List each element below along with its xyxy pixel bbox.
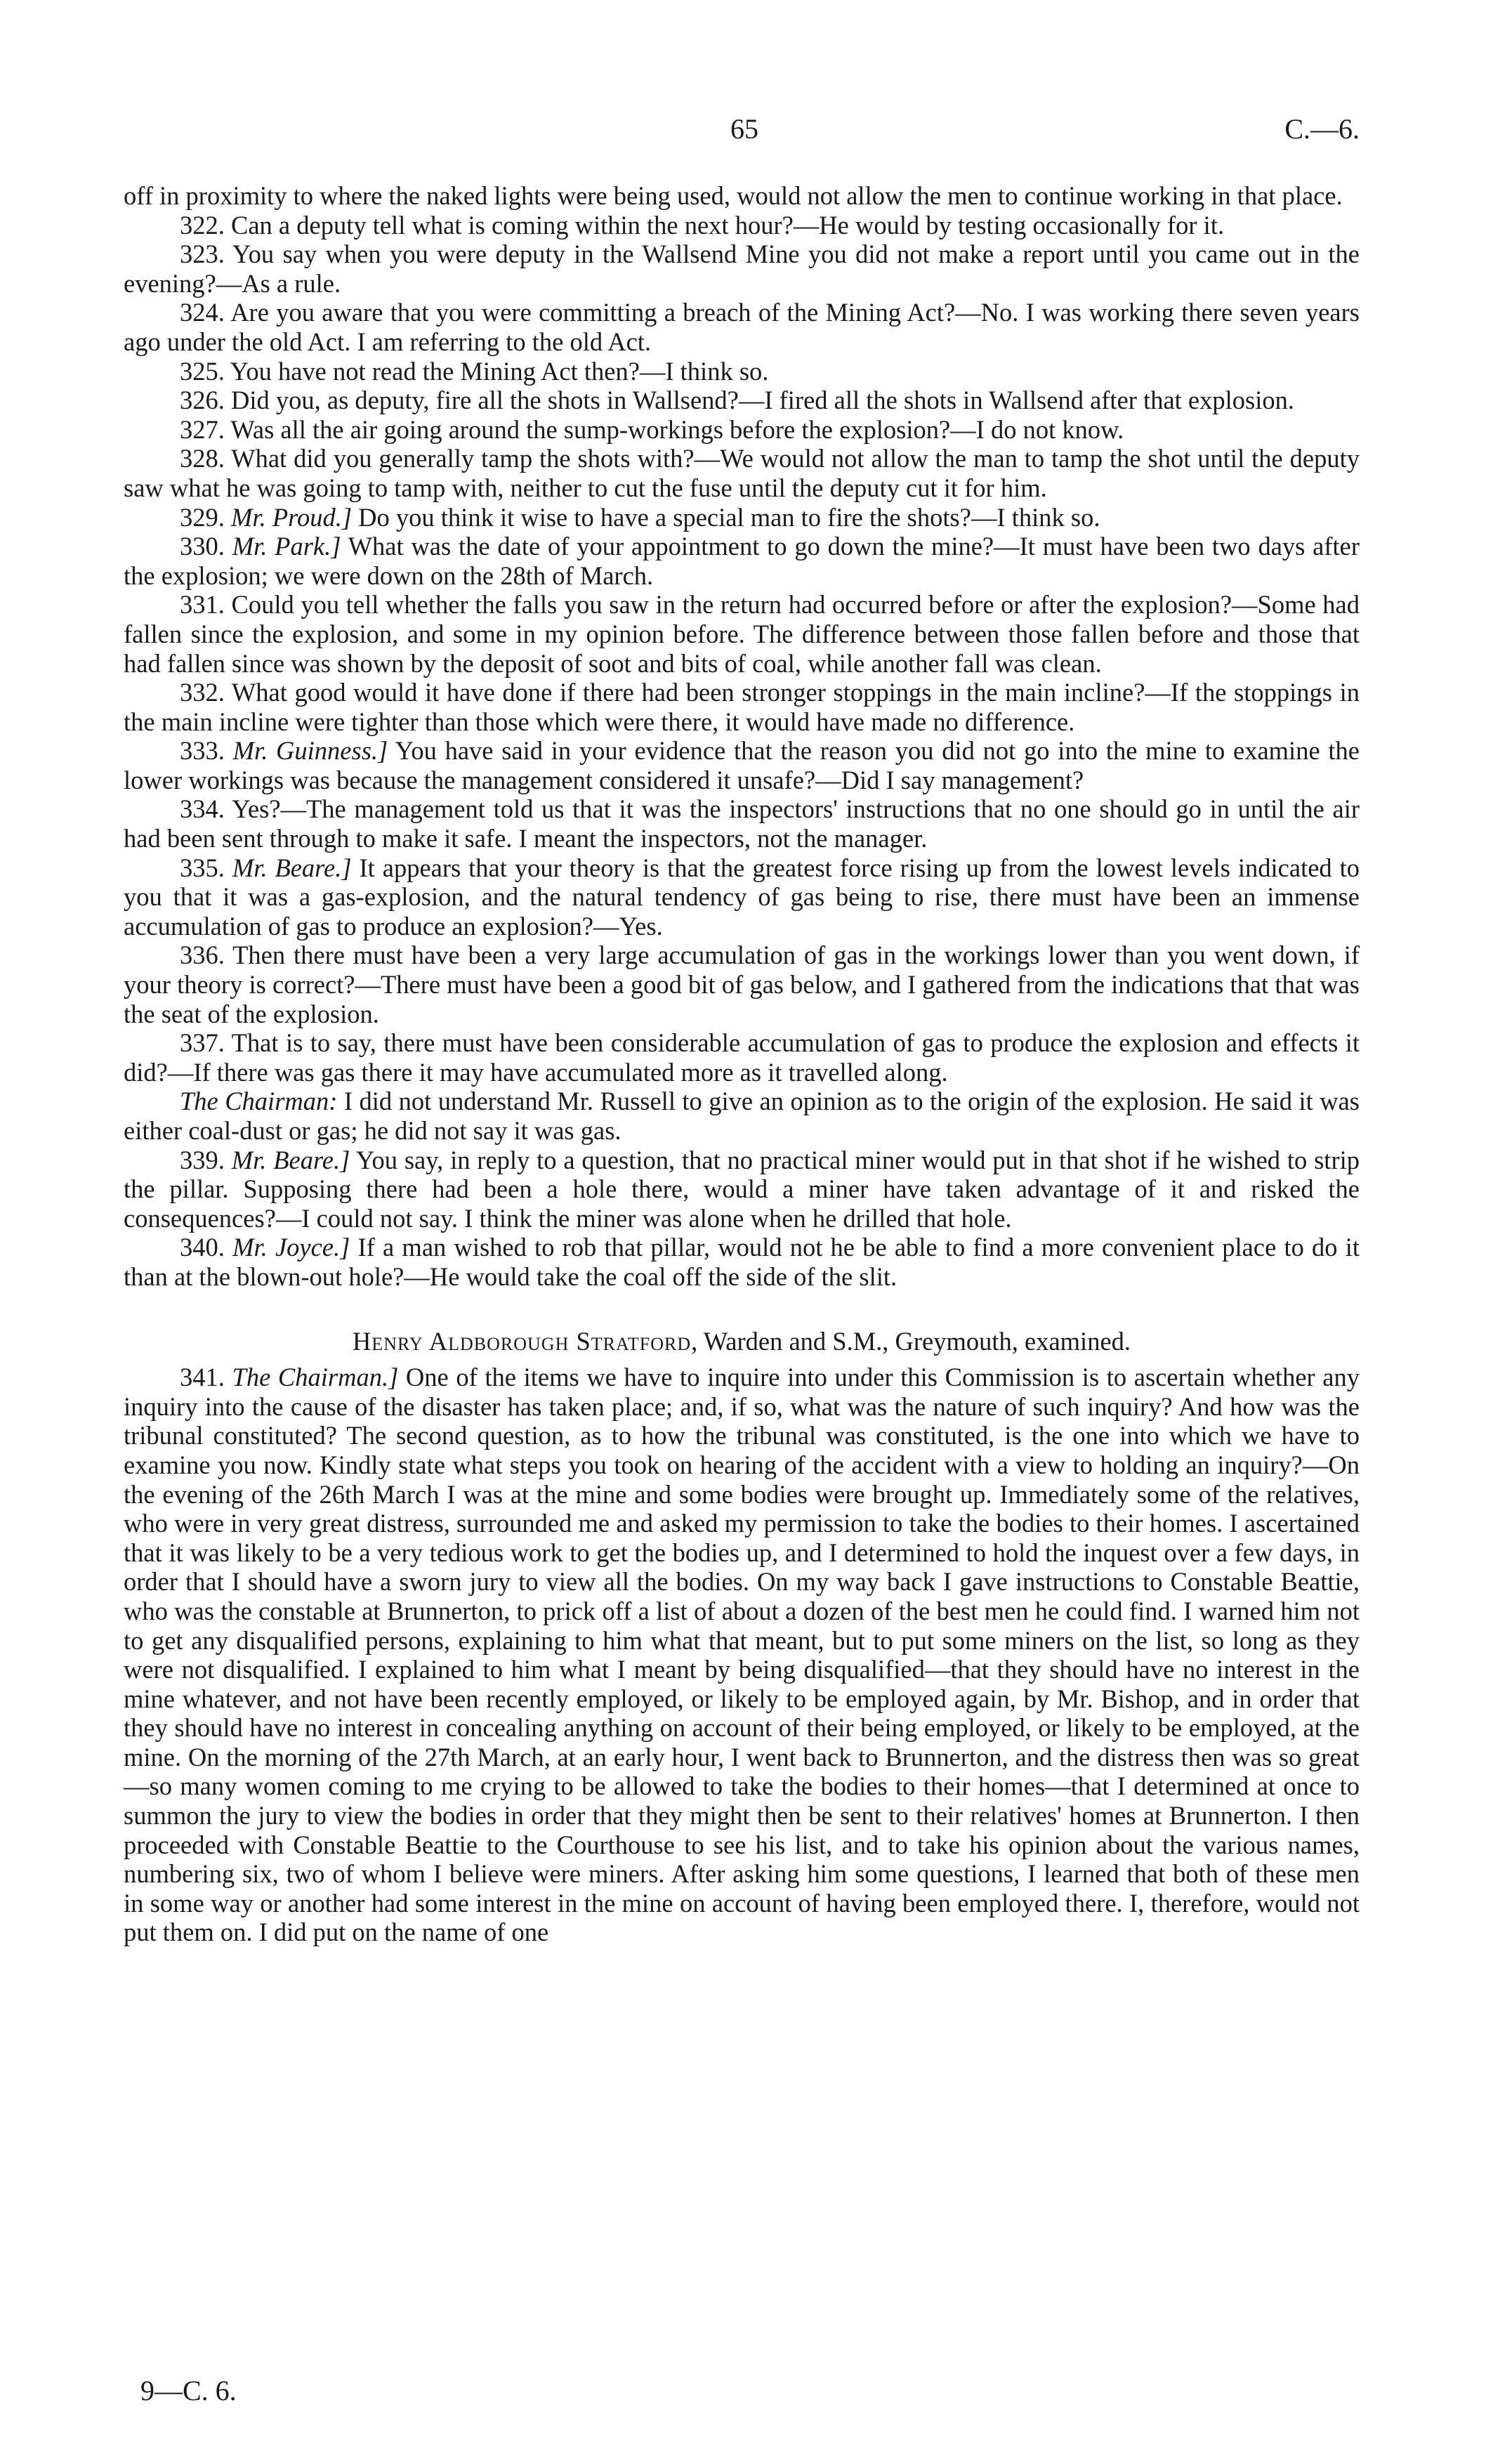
question-number: 333.: [180, 736, 225, 766]
paragraph-text: What good would it have done if there had been stronger stoppings in the main incline?—If the stoppings in the main incline were tighter than those which were there, it would have made no difference.: [124, 678, 1360, 736]
question-number: 325.: [180, 356, 225, 386]
paragraph-text: I did not understand Mr. Russell to give an opinion as to the origin of the explosion. He said it was either coal-dust or gas; he did not say it was gas.: [124, 1087, 1360, 1145]
qa-paragraph: [124, 590, 1360, 678]
question-number: 334.: [180, 794, 225, 824]
paragraph-text: What did you generally tamp the shots with?—We would not allow the man to tamp the shot until the deputy saw what he was going to tamp with, neither to cut the fuse until the deputy cut it for him.: [124, 444, 1360, 502]
paragraph-text: Can a deputy tell what is coming within the next hour?—He would by testing occasionally for it.: [231, 210, 1225, 240]
body-text: [124, 181, 1360, 1947]
question-number: 332.: [180, 678, 225, 707]
series-reference: C.—6.: [1284, 113, 1360, 145]
qa-paragraph: [124, 794, 1360, 853]
question-number: 331.: [180, 590, 225, 620]
paragraph-text: Are you aware that you were committing a breach of the Mining Act?—No. I was working there seven years ago under the old Act. I am referring to the old Act.: [124, 298, 1360, 356]
qa-paragraph: [124, 1087, 1360, 1145]
speaker-label: The Chairman.]: [232, 1363, 399, 1392]
qa-paragraph: [124, 298, 1360, 356]
witness-details: , Warden and S.M., Greymouth, examined.: [691, 1326, 1131, 1356]
speaker-label: Mr. Beare.]: [232, 853, 352, 882]
question-number: 326.: [180, 386, 225, 415]
qa-paragraph: [124, 941, 1360, 1028]
question-number: 336.: [180, 941, 225, 970]
speaker-label: Mr. Proud.]: [231, 502, 353, 532]
speaker-label: Mr. Guinness.]: [232, 736, 388, 766]
qa-list: [124, 181, 1360, 1292]
question-number: 337.: [180, 1028, 225, 1058]
question-number: 327.: [180, 414, 225, 444]
paragraph-text: Did you, as deputy, fire all the shots in Wallsend?—I fired all the shots in Wallsend after that explosion.: [231, 386, 1294, 415]
qa-paragraph: [124, 503, 1360, 532]
question-number: 329.: [180, 502, 225, 532]
qa-paragraph: [124, 853, 1360, 941]
paragraph-text: Then there must have been a very large accumulation of gas in the workings lower than you went down, if your theory is correct?—There must have been a good bit of gas below, and I gathered from the indications that that was the seat of the explosion.: [124, 941, 1360, 1028]
question-number: 340.: [180, 1233, 225, 1262]
qa-paragraph: [124, 444, 1360, 502]
qa-paragraph: [124, 357, 1360, 386]
speaker-label: Mr. Joyce.]: [232, 1233, 350, 1262]
qa-paragraph: [124, 1233, 1360, 1291]
question-number: 324.: [180, 298, 225, 327]
speaker-label: Mr. Beare.]: [231, 1145, 350, 1174]
question-number: 328.: [180, 444, 225, 473]
paragraph-text: You have not read the Mining Act then?—I think so.: [230, 356, 769, 386]
speaker-label: Mr. Park.]: [232, 532, 341, 561]
paragraph-text: Do you think it wise to have a special man to fire the shots?—I think so.: [358, 502, 1100, 532]
qa-paragraph: [124, 240, 1360, 298]
qa-paragraph: [124, 736, 1360, 794]
qa-paragraph: [124, 181, 1360, 211]
speaker-label: The Chairman:: [180, 1087, 338, 1116]
paragraph-text: You say when you were deputy in the Wallsend Mine you did not make a report until you came out in the evening?—As a rule.: [124, 240, 1360, 298]
question-number: 330.: [180, 532, 225, 561]
qa-paragraph: [124, 678, 1360, 736]
question-number: 322.: [180, 210, 225, 240]
paragraph-text: If a man wished to rob that pillar, would not he be able to find a more convenient place to do it than at the blown-out hole?—He would take the coal off the side of the slit.: [124, 1233, 1360, 1291]
qa-paragraph: [124, 532, 1360, 590]
paragraph-text: One of the items we have to inquire into under this Commission is to ascertain whether any inquiry into the cause of the disaster has taken place; and, if so, what was the nature of such inquiry? And how was the tribunal constituted? The second question, as to how the tribunal was constituted, is the one into which we have to examine you now. Kindly state what steps you took on hearing of the accident with a view to holding an inquiry?—On the evening of the 26th March I was at the mine and some bodies were brought up. Immediately some of the relatives, who were in very great distress, surrounded me and asked my permission to take the bodies to their homes. I ascertained that it was likely to be a very tedious work to get the bodies up, and I determined to hold the inquest over a few days, in order that I should have a sworn jury to view all the bodies. On my way back I gave instructions to Constable Beattie, who was the constable at Brunnerton, to prick off a list of about a dozen of the best men he could find. I warned him not to get any disqualified persons, explaining to him what that meant, but to put some miners on the list, so long as they were not disqualified. I explained to him what I meant by being disqualified—that they should have no interest in the mine whatever, and not have been recently employed, or likely to be employed again, by Mr. Bishop, and in order that they should have no interest in concealing anything on account of their being employed, or likely to be employed, at the mine. On the morning of the 27th March, at an early hour, I went back to Brunnerton, and the distress then was so great—so many women coming to me crying to be allowed to take the bodies to their homes—that I determined at once to summon the jury to view the bodies in order that they might then be sent to their relatives' homes at Brunnerton. I then proceeded with Constable Beattie to the Courthouse to see his list, and to take his opinion about the various names, numbering six, two of whom I believe were miners. After asking him some questions, I learned that both of these men in some way or another had some interest in the mine on account of having been employed there. I, therefore, would not put them on. I did put on the name of one: [124, 1363, 1360, 1947]
signature-mark: 9—C. 6.: [140, 2375, 237, 2406]
witness-heading: [124, 1327, 1360, 1356]
paragraph-text: Was all the air going around the sump-workings before the explosion?—I do not know.: [230, 414, 1124, 444]
paragraph-text: You say, in reply to a question, that no practical miner would put in that shot if he wished to strip the pillar. Supposing there had been a hole there, would a miner have taken advantage of it and risked the consequences?—I could not say. I think the miner was alone when he drilled that hole.: [124, 1145, 1360, 1233]
question-number: 341.: [180, 1363, 225, 1392]
witness-name: Henry Aldborough Stratford: [352, 1326, 692, 1356]
paragraph-text: That is to say, there must have been considerable accumulation of gas to produce the explosion and effects it did?—If there was gas there it may have accumulated more as it travelled along.: [124, 1028, 1360, 1087]
paragraph-text: What was the date of your appointment to go down the mine?—It must have been two days after the explosion; we were down on the 28th of March.: [124, 532, 1360, 590]
qa-paragraph: [124, 211, 1360, 240]
page-number: 65: [730, 113, 758, 145]
paragraph-text: Could you tell whether the falls you saw in the return had occurred before or after the explosion?—Some had fallen since the explosion, and some in my opinion before. The difference between those fallen before and those that had fallen since was shown by the deposit of soot and bits of coal, while another fall was clean.: [124, 590, 1360, 678]
question-number: 323.: [180, 240, 225, 269]
qa-paragraph: [124, 415, 1360, 445]
qa-paragraph: [124, 1146, 1360, 1233]
paragraph-text: It appears that your theory is that the greatest force rising up from the lowest levels indicated to you that it was a gas-explosion, and the natural tendency of gas being to rise, there must have been an immense accumulation of gas to produce an explosion?—Yes.: [124, 853, 1360, 941]
question-number: 339.: [180, 1145, 225, 1174]
final-paragraph: [124, 1363, 1360, 1947]
qa-paragraph: [124, 386, 1360, 415]
paragraph-text: off in proximity to where the naked lights were being used, would not allow the men to continue working in that place.: [124, 181, 1343, 210]
question-number: 335.: [180, 853, 225, 882]
qa-paragraph: [124, 1028, 1360, 1087]
paragraph-text: Yes?—The management told us that it was the inspectors' instructions that no one should go in until the air had been sent through to make it safe. I meant the inspectors, not the manager.: [124, 794, 1360, 853]
paragraph-text: You have said in your evidence that the reason you did not go into the mine to examine the lower workings was because the management considered it unsafe?—Did I say management?: [124, 736, 1360, 794]
